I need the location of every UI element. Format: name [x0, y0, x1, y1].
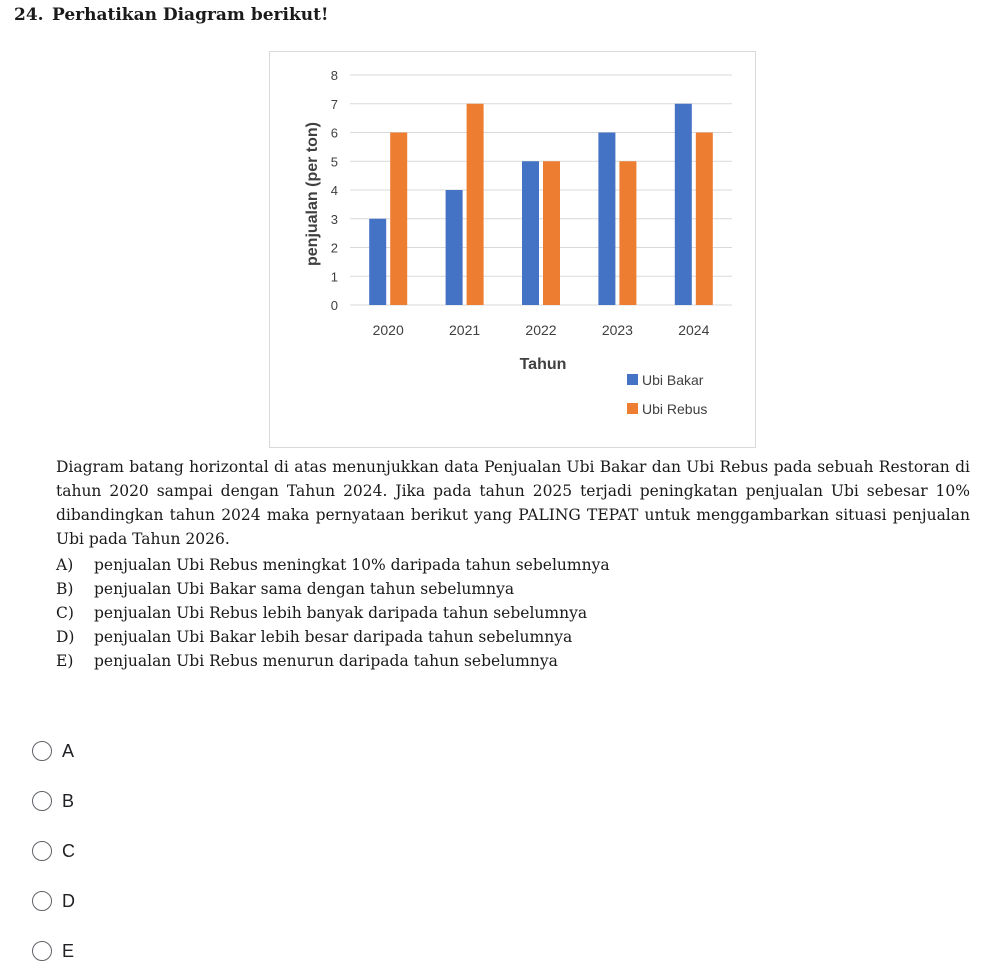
option-d	[56, 625, 976, 649]
answer-label: B	[62, 790, 75, 811]
option-a	[56, 553, 976, 577]
answer-radio-group	[30, 726, 75, 976]
answer-label: A	[62, 740, 75, 761]
bar-ubi-rebus-2022	[543, 161, 560, 305]
y-tick-label: 0	[330, 298, 338, 313]
x-tick-label: 2020	[372, 322, 404, 338]
radio-button[interactable]	[32, 741, 52, 761]
answer-choice-d[interactable]	[30, 876, 75, 926]
bar-ubi-bakar-2020	[369, 219, 386, 305]
y-axis-label: penjualan (per ton)	[304, 122, 321, 266]
option-e	[56, 649, 976, 673]
bar-ubi-rebus-2021	[467, 104, 484, 305]
option-b	[56, 577, 976, 601]
question-text: Diagram batang horizontal di atas menunjukkan data Penjualan Ubi Bakar dan Ubi Rebus pada sebuah Restoran di tahun 2020 sampai dengan Tahun 2024. Jika pada tahun 2025 terjadi peningkatan penjualan Ubi sebesar 10% dibandingkan tahun 2024 maka pernyataan berikut yang PALING TEPAT untuk menggambarkan situasi penjualan Ubi pada Tahun 2026.	[56, 458, 970, 548]
option-text: penjualan Ubi Rebus menurun daripada tahun sebelumnya	[94, 652, 558, 670]
x-tick-label: 2022	[525, 322, 557, 338]
option-letter: D)	[56, 628, 75, 646]
bar-ubi-bakar-2024	[675, 104, 692, 305]
option-text: penjualan Ubi Bakar lebih besar daripada tahun sebelumnya	[94, 628, 573, 646]
y-tick-label: 2	[330, 240, 338, 256]
option-text: penjualan Ubi Rebus meningkat 10% daripada tahun sebelumnya	[94, 556, 610, 574]
y-tick-label: 4	[330, 183, 338, 198]
bar-ubi-rebus-2020	[390, 133, 407, 306]
answer-choice-e[interactable]	[30, 926, 75, 976]
answer-label: C	[62, 840, 75, 861]
bar-ubi-bakar-2022	[522, 161, 539, 305]
x-tick-label: 2023	[601, 322, 633, 338]
option-letter: C)	[56, 604, 74, 622]
radio-button[interactable]	[32, 841, 52, 861]
y-tick-label: 6	[330, 125, 338, 141]
bar-ubi-bakar-2021	[446, 190, 463, 305]
radio-button[interactable]	[32, 941, 52, 961]
option-text: penjualan Ubi Rebus lebih banyak daripada tahun sebelumnya	[94, 604, 588, 622]
answer-choice-b[interactable]	[30, 776, 75, 826]
bar-chart	[269, 51, 756, 448]
option-letter: A)	[56, 556, 74, 574]
option-list	[56, 553, 976, 673]
y-tick-label: 8	[330, 68, 338, 83]
answer-label: E	[62, 940, 75, 961]
question-number: 24.	[14, 5, 44, 25]
legend-swatch-ubi-bakar	[627, 374, 638, 385]
answer-choice-c[interactable]	[30, 826, 75, 876]
legend-swatch-ubi-rebus	[627, 403, 638, 414]
bar-chart-svg	[270, 52, 755, 447]
y-tick-label: 7	[330, 96, 338, 112]
legend-label-ubi-rebus: Ubi Rebus	[642, 401, 708, 417]
bar-ubi-bakar-2023	[598, 133, 615, 306]
answer-label: D	[62, 890, 75, 911]
y-tick-label: 5	[330, 154, 338, 170]
x-tick-label: 2021	[449, 322, 481, 338]
bar-ubi-rebus-2023	[619, 161, 636, 305]
x-axis-label: Tahun	[519, 356, 567, 373]
legend-label-ubi-bakar: Ubi Bakar	[642, 372, 704, 388]
y-tick-label: 3	[330, 211, 338, 227]
radio-button[interactable]	[32, 791, 52, 811]
x-tick-label: 2024	[678, 322, 710, 338]
question-title	[14, 4, 328, 26]
option-c	[56, 601, 976, 625]
answer-choice-a[interactable]	[30, 726, 75, 776]
option-text: penjualan Ubi Bakar sama dengan tahun sebelumnya	[94, 580, 515, 598]
radio-button[interactable]	[32, 891, 52, 911]
y-tick-label: 1	[330, 269, 338, 285]
bar-ubi-rebus-2024	[696, 133, 713, 306]
question-heading: Perhatikan Diagram berikut!	[52, 5, 329, 25]
option-letter: B)	[56, 580, 74, 598]
option-letter: E)	[56, 652, 74, 670]
